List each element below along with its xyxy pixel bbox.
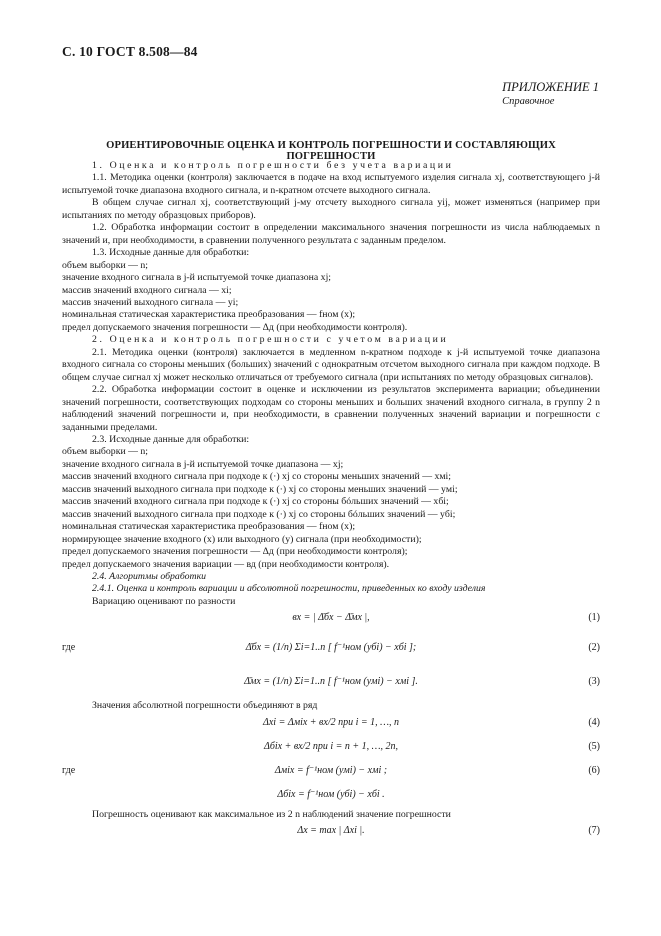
where-label: где: [62, 764, 76, 776]
equation-number: (7): [588, 825, 600, 837]
list-item: значение входного сигнала в j-й испытуемой точке диапазона xj;: [62, 272, 332, 284]
list-item: предел допускаемого значения погрешности — Δд (при необходимости контроля);: [62, 546, 408, 558]
list-item: значение входного сигнала в j-й испытуемой точке диапазона — xj;: [62, 458, 344, 470]
equation-3: [62, 666, 600, 700]
equation-number: (4): [588, 716, 600, 728]
appendix-label: [502, 80, 599, 107]
where-label: где: [62, 642, 76, 654]
equation-7-formula: Δx = max | Δxi |.: [297, 825, 365, 837]
variation-text: Вариацию оценивают по разности: [92, 595, 236, 607]
paragraph-2-4: 2.4. Алгоритмы обработки: [92, 570, 207, 582]
equation-6b: [62, 785, 600, 809]
appendix-type: Справочное: [502, 96, 555, 107]
paragraph-2-3: 2.3. Исходные данные для обработки:: [92, 433, 250, 445]
paragraph-1-1: 1.1. Методика оценки (контроля) заключается в подаче на вход испытуемого изделия сигнала xj, соответствующего j-й испытуемой точке диапазона входного сигнала, и n-кратном отсчете выходного сигнала.: [62, 172, 600, 196]
list-item: номинальная статическая характеристика преобразования — fном (x);: [62, 521, 356, 533]
document-title: ОРИЕНТИРОВОЧНЫЕ ОЦЕНКА И КОНТРОЛЬ ПОГРЕШНОСТИ И СОСТАВЛЯЮЩИХ ПОГРЕШНОСТИ: [106, 140, 556, 162]
list-item: массив значений входного сигнала при подходе к (·) xj со стороны бóльших значений — xбi;: [62, 496, 449, 508]
max-text: Погрешность оценивают как максимальное из 2 n наблюдений значение погрешности: [92, 808, 451, 820]
paragraph-1-3: 1.3. Исходные данные для обработки:: [92, 247, 250, 259]
list-item: объем выборки — n;: [62, 446, 149, 458]
equation-2-formula: Δ̄бx = (1/n) Σi=1..n [ f⁻¹ном (yбi) − xбi ];: [245, 642, 417, 654]
list-item: массив значений входного сигнала — xi;: [62, 284, 232, 296]
list-item: предел допускаемого значения погрешности — Δд (при необходимости контроля).: [62, 321, 408, 333]
paragraph-1-1b: В общем случае сигнал xj, соответствующий j-му отсчету выходного сигнала yij, может изменяться (например при испытаниях по методу образцовых приборов).: [62, 197, 600, 221]
paragraph-2-2: 2.2. Обработка информации состоит в оценке и исключении из результатов эксперимента вариации; объединении значений погрешности, соответствующих подходам со стороны меньших и больших значений входного сигнала, в группу 2 n наблюдений значений погрешности и, при необходимости, в сравнении полученных значений вариации и погрешности с заданными пределами.: [62, 384, 600, 433]
paragraph-2-1: 2.1. Методика оценки (контроля) заключается в медленном n-кратном подходе к j-й испытуемой точке диапазона входного сигнала со стороны меньших (больших) значений с однократным отсчетом выходного сигнала при каждом подходе. В общем случае сигнал xj может несколько отличаться от требуемого сигнала (при испытаниях по методу образцовых сигналов).: [62, 346, 600, 383]
list-item: номинальная статическая характеристика преобразования — fном (x);: [62, 309, 356, 321]
list-item: предел допускаемого значения вариации — вд (при необходимости контроля).: [62, 558, 390, 570]
equation-1: [62, 608, 600, 632]
page-header: С. 10 ГОСТ 8.508—84: [62, 44, 198, 59]
equation-6b-formula: Δбix = f⁻¹ном (yбi) − xбi .: [277, 788, 385, 800]
list-item: объем выборки — n;: [62, 259, 149, 271]
list-item: массив значений выходного сигнала при подходе к (·) xj со стороны бóльших значений — yбi;: [62, 508, 456, 520]
equation-3-formula: Δ̄мx = (1/n) Σi=1..n [ f⁻¹ном (yмi) − xмi ].: [244, 676, 418, 688]
equation-6a: [62, 761, 600, 785]
section-2-heading: 2. Оценка и контроль погрешности с учетом вариации: [92, 334, 449, 346]
paragraph-1-2: 1.2. Обработка информации состоит в определении максимального значения погрешности из числа наблюдаемых n значений и, при необходимости, в сравнении полученного результата с заданным пределом.: [62, 222, 600, 246]
list-item: нормирующее значение входного (x) или выходного (y) сигнала (при необходимости);: [62, 533, 422, 545]
equation-5-formula: Δбix + вx/2 при i = n + 1, …, 2n,: [263, 740, 399, 752]
equation-1-formula: вx = | Δ̄бx − Δ̄мx |,: [292, 612, 370, 624]
equation-number: (2): [588, 642, 600, 654]
section-1-heading: 1. Оценка и контроль погрешности без учета вариации: [92, 160, 454, 171]
equation-number: (5): [588, 740, 600, 752]
equation-4-formula: Δxi = Δмix + вx/2 при i = 1, …, n: [262, 716, 400, 728]
equation-2: [62, 632, 600, 666]
equation-number: (3): [588, 676, 600, 688]
series-text: Значения абсолютной погрешности объединяют в ряд: [92, 700, 318, 712]
equation-4: [62, 713, 600, 737]
equation-6a-formula: Δмix = f⁻¹ном (yмi) − xмi ;: [274, 764, 388, 776]
equation-7: [62, 821, 600, 845]
paragraph-2-4-1: 2.4.1. Оценка и контроль вариации и абсолютной погрешности, приведенных ко входу изделия: [92, 583, 486, 595]
equation-5: [62, 737, 600, 761]
list-item: массив значений выходного сигнала — yi;: [62, 296, 239, 308]
document-body: [62, 160, 600, 845]
list-item: массив значений выходного сигнала при подходе к (·) xj со стороны меньших значений — yмi;: [62, 483, 458, 495]
equation-number: (1): [588, 612, 600, 624]
appendix-title: ПРИЛОЖЕНИЕ 1: [502, 80, 599, 94]
equation-number: (6): [588, 764, 600, 776]
list-item: массив значений входного сигнала при подходе к (·) xj со стороны меньших значений — xмi;: [62, 471, 451, 483]
